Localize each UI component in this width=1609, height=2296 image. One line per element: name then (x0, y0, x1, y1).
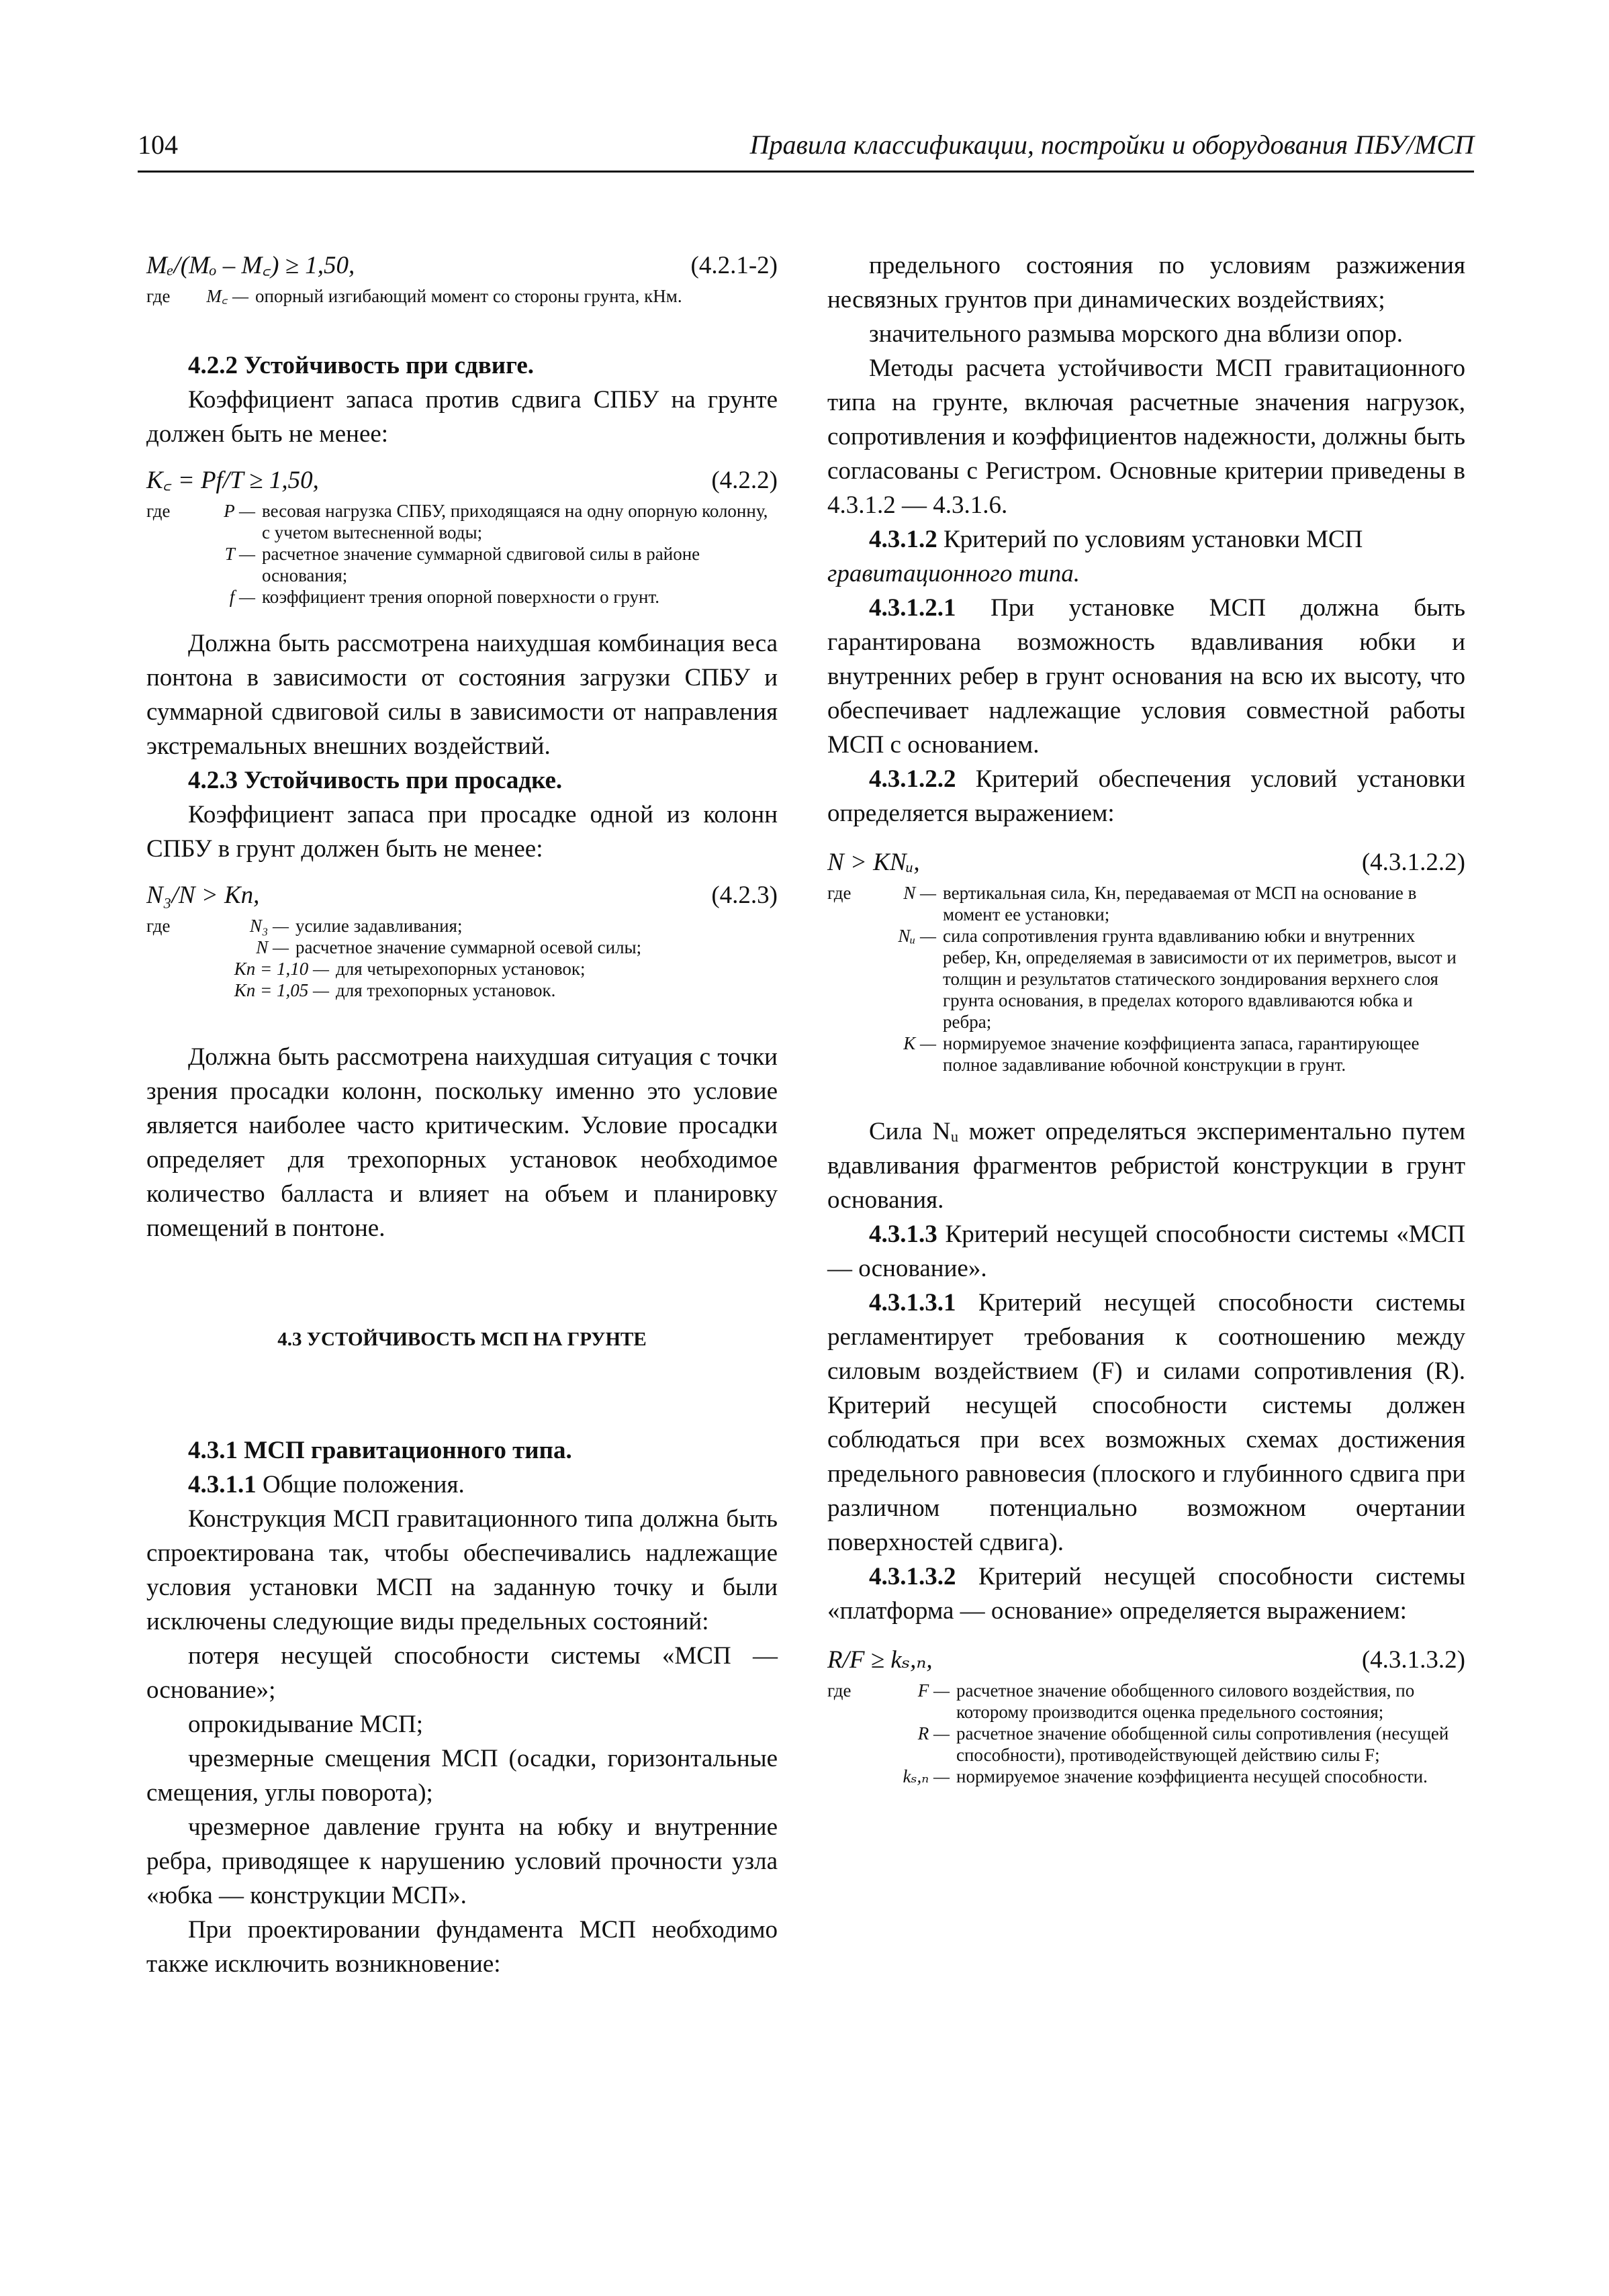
clause-number: 4.3.1.3.2 (869, 1563, 956, 1590)
heading-4-3-1: 4.3.1 МСП гравитационного типа. (188, 1437, 572, 1464)
clause-number: 4.3.1.3 (869, 1221, 937, 1248)
definition-text: вертикальная сила, Кн, передаваемая от МСП на основание в момент ее установки; (943, 883, 1417, 924)
definition-symbol: N₃ — (249, 916, 289, 936)
definition-row (827, 925, 1465, 1033)
paragraph: Коэффициент запаса при просадке одной из колонн СПБУ в грунт должен быть не менее: (146, 801, 778, 863)
definition-text: весовая нагрузка СПБУ, приходящаяся на одну опорную колонну, с учетом вытесненной воды; (262, 501, 768, 542)
clause-number: 4.3.1.2.1 (869, 594, 956, 622)
definition-symbol: Nᵤ — (898, 926, 936, 946)
formula-4-3-1-3-2 (827, 1643, 1465, 1677)
definition-row (827, 1766, 1465, 1787)
definition-row (146, 586, 778, 608)
heading-text: Общие положения. (256, 1471, 465, 1498)
definition-symbol: f — (229, 587, 255, 607)
page-header (138, 129, 1474, 173)
where-label (827, 1766, 876, 1787)
definition-text: опорный изгибающий момент со стороны грунта, кНм. (255, 286, 682, 306)
list-item: значительного размыва морского дна вблизи опор. (869, 320, 1404, 348)
formula-definitions (827, 1680, 1465, 1787)
definition-symbol: K — (903, 1033, 936, 1053)
where-label: где (827, 1680, 852, 1701)
list-item: опрокидывание МСП; (188, 1711, 424, 1738)
where-label (146, 586, 195, 608)
definition-row (827, 882, 1465, 925)
definition-symbol: Kп = 1,10 — (234, 959, 329, 979)
where-label (146, 937, 195, 958)
definition-row (146, 979, 778, 1001)
where-label: где (146, 916, 171, 936)
definition-text: нормируемое значение коэффициента несущей способности. (956, 1766, 1428, 1786)
definition-symbol: P — (224, 501, 255, 521)
paragraph-4-3-1-3 (827, 1217, 1465, 1286)
heading-text-italic: гравитационного типа. (827, 560, 1081, 587)
definition-row (827, 1680, 1465, 1723)
where-label: где (146, 286, 171, 306)
definition-text: для трехопорных установок. (336, 980, 556, 1000)
list-item: чрезмерное давление грунта на юбку и внутренние ребра, приводящее к нарушению условий прочности узла «юбка — конструкции МСП». (146, 1813, 778, 1909)
definition-symbol: M꜀ — (206, 286, 248, 306)
where-label (827, 1723, 876, 1766)
clause-text: Критерий обеспечения условий установки определяется выражением: (827, 765, 1465, 827)
page-number: 104 (138, 130, 178, 160)
definition-row (146, 915, 778, 937)
heading-text: Критерий по условиям установки МСП (937, 526, 1363, 553)
clause-text: При установке МСП должна быть гарантирована возможность вдавливания юбки и внутренних ребер в грунт основания на всю их высоту, что обеспечивает надлежащие условия совместной работы МСП с основанием. (827, 594, 1465, 759)
definition-symbol: kₛ,ₙ — (903, 1766, 950, 1786)
formula-4-2-1-2 (146, 248, 778, 283)
section-title-4-3: 4.3 УСТОЙЧИВОСТЬ МСП НА ГРУНТЕ (277, 1329, 647, 1350)
heading-4-3-1-2 (827, 522, 1465, 591)
where-label (146, 958, 195, 979)
formula-expression: K꜀ = Pf/T ≥ 1,50, (146, 467, 319, 494)
formula-4-2-3 (146, 878, 778, 912)
heading-number: 4.3.1.1 (188, 1471, 257, 1498)
list-item: чрезмерные смещения МСП (осадки, горизонтальные смещения, углы поворота); (146, 1745, 778, 1807)
definition-text: коэффициент трения опорной поверхности о грунт. (262, 587, 660, 607)
definition-text: расчетное значение суммарной сдвиговой силы в районе основания; (262, 544, 700, 585)
paragraph-4-3-1-2-2 (827, 762, 1465, 830)
paragraph: Коэффициент запаса против сдвига СПБУ на грунте должен быть не менее: (146, 386, 778, 448)
formula-expression: Mₑ/(Mₒ – M꜀) ≥ 1,50, (146, 252, 355, 279)
formula-4-2-2 (146, 463, 778, 497)
definition-text: расчетное значение суммарной осевой силы; (295, 937, 642, 957)
formula-number: (4.3.1.2.2) (1361, 849, 1465, 876)
running-title: Правила классификации, постройки и оборудования ПБУ/МСП (749, 130, 1474, 160)
definition-row (146, 285, 778, 307)
paragraph: Должна быть рассмотрена наихудшая комбинация веса понтона в зависимости от состояния загрузки СПБУ и суммарной сдвиговой силы в зависимости от направления экстремальных внешних воздействий. (146, 630, 778, 760)
formula-expression: R/F ≥ kₛ,ₙ, (827, 1646, 933, 1674)
where-label (146, 979, 195, 1001)
definition-text: усилие задавливания; (295, 916, 463, 936)
clause-text: Критерий несущей способности системы «платформа — основание» определяется выражением: (827, 1563, 1465, 1625)
where-label: где (827, 883, 852, 903)
paragraph-4-3-1-3-2 (827, 1560, 1465, 1628)
heading-number: 4.3.1.2 (869, 526, 937, 553)
formula-number: (4.2.3) (711, 881, 778, 909)
where-label (827, 1033, 876, 1075)
definition-symbol: R — (917, 1723, 950, 1743)
definition-row (827, 1723, 1465, 1766)
heading-4-2-2: 4.2.2 Устойчивость при сдвиге. (188, 352, 535, 379)
paragraph: Методы расчета устойчивости МСП гравитационного типа на грунте, включая расчетные значения нагрузок, сопротивления и коэффициентов надежности, должны быть согласованы с Регистром. Основные критерии приведены в 4.3.1.2 — 4.3.1.6. (827, 354, 1465, 519)
paragraph-4-3-1-2-1 (827, 591, 1465, 762)
definition-text: сила сопротивления грунта вдавливанию юбки и внутренних ребер, Кн, определяемая в зависимости от их периметров, высот и толщин и результатов статического зондирования верхнего слоя грунта основания, в пределах которого вдавливаются юбка и ребра; (943, 926, 1457, 1032)
paragraph: Сила Nᵤ может определяться экспериментально путем вдавливания фрагментов ребристой конструкции в грунт основания. (827, 1118, 1465, 1214)
definition-text: нормируемое значение коэффициента запаса, гарантирующее полное задавливание юбочной конструкции в грунт. (943, 1033, 1420, 1075)
formula-definitions (827, 882, 1465, 1075)
right-column (827, 248, 1465, 1787)
definition-row (146, 543, 778, 586)
where-label (146, 543, 195, 586)
definition-row (146, 500, 778, 543)
formula-definitions (146, 915, 778, 1001)
definition-symbol: N — (256, 937, 289, 957)
paragraph: При проектировании фундамента МСП необходимо также исключить возникновение: (146, 1916, 778, 1978)
definition-symbol: T — (224, 544, 255, 564)
formula-definitions (146, 500, 778, 608)
clause-text: Критерий несущей способности системы регламентирует требования к соотношению между силовым воздействием (F) и силами сопротивления (R). Критерий несущей способности системы должен соблюдаться при всех возможных схемах достижения предельного равновесия (плоского и глубинного сдвига при различном потенциально возможном очертании поверхностей сдвига). (827, 1289, 1465, 1556)
definition-symbol: N — (903, 883, 936, 903)
definition-text: расчетное значение обобщенного силового воздействия, по которому производится оценка предельного состояния; (956, 1680, 1415, 1722)
list-item: предельного состояния по условиям разжижения несвязных грунтов при динамических воздействиях; (827, 252, 1465, 314)
formula-number: (4.2.2) (711, 467, 778, 494)
definition-row (146, 958, 778, 979)
formula-expression: N₃/N > Kп, (146, 881, 260, 909)
clause-number: 4.3.1.3.1 (869, 1289, 956, 1317)
formula-4-3-1-2-2 (827, 845, 1465, 879)
definition-text: расчетное значение обобщенной силы сопротивления (несущей способности), противодействующей действию силы F; (956, 1723, 1449, 1765)
paragraph: Конструкция МСП гравитационного типа должна быть спроектирована так, чтобы обеспечивались надлежащие условия установки МСП на заданную точку и были исключены следующие виды предельных состояний: (146, 1505, 778, 1635)
heading-4-2-3: 4.2.3 Устойчивость при просадке. (188, 767, 563, 794)
list-item: потеря несущей способности системы «МСП — основание»; (146, 1642, 778, 1704)
formula-expression: N > KNᵤ, (827, 849, 920, 876)
heading-4-3-1-1 (146, 1468, 778, 1502)
definition-symbol: Kп = 1,05 — (234, 980, 329, 1000)
definition-row (827, 1033, 1465, 1075)
formula-definitions (146, 285, 778, 307)
formula-number: (4.2.1-2) (690, 252, 778, 279)
definition-row (146, 937, 778, 958)
clause-text: Критерий несущей способности системы «МСП — основание». (827, 1221, 1465, 1282)
left-column (146, 248, 778, 1981)
definition-text: для четырехопорных установок; (336, 959, 586, 979)
where-label (827, 925, 876, 1033)
formula-number: (4.3.1.3.2) (1361, 1646, 1465, 1674)
definition-symbol: F — (917, 1680, 950, 1701)
paragraph-4-3-1-3-1 (827, 1286, 1465, 1560)
paragraph: Должна быть рассмотрена наихудшая ситуация с точки зрения просадки колонн, поскольку именно это условие является наиболее часто критическим. Условие просадки определяет для трехопорных установок необходимое количество балласта и влияет на объем и планировку помещений в понтоне. (146, 1043, 778, 1242)
where-label: где (146, 501, 171, 521)
clause-number: 4.3.1.2.2 (869, 765, 956, 793)
